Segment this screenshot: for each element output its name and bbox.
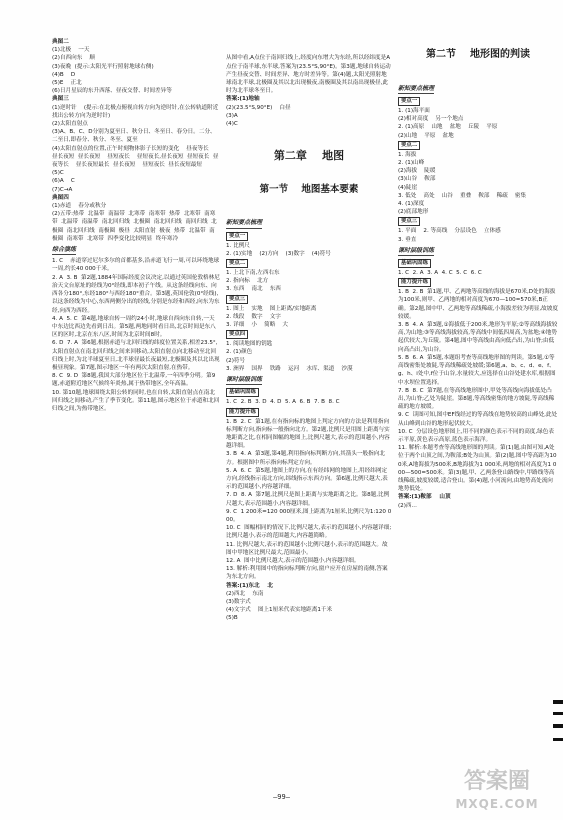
answer-line: 6. D 7. A 第6题,根据赤道与北回归线的纬度位置关系,相差23.5°,太阳直射点在南北回归线之间来回移动,太阳直射点向北移动至北回归线上时,为北半球夏至日,北半球昼最长夜最短,北极圈及其以北出现极昼现象。第7题,图示地区一年有两次太阳直射,在热带。 <box>52 340 220 371</box>
answer-line: (5)C <box>52 170 64 177</box>
point-label: 基础巩固练 <box>398 259 431 268</box>
answer-line: 7. D 8. A 第7题,比例尺是图上距离与实地距离之比。第8题,比例尺越大,表示范围越小,内容越详细。 <box>226 492 390 507</box>
answer-line: 11. 比例尺越大,表示的范围越小;比例尺越小,表示的范围越大。故图中甲地区比例尺最大,范围最小。 <box>226 541 388 556</box>
answer-line: 1. 图上 实地 图上距离/实地距离 <box>226 305 317 312</box>
answer-line: (2)西... <box>398 502 417 509</box>
answer-line: 1. B 2. C 第1题,在有指向标的地图上判定方向的方法是利用指向标判断方向,指向标一般指向北方。第2题,比例尺是用图上距离与实地距离之比,在相同图幅的地图上,比例尺越大,表示的范围越小,内容越详细。 <box>226 418 390 450</box>
answer-line: (3)山谷 鞍部 <box>398 176 436 183</box>
answer-line: (4)文字式 图上1厘米代表实地距离1千米 <box>226 607 333 614</box>
block-heading: 答案:(1)东北 北 <box>226 582 274 589</box>
point-label: 能力提升练 <box>226 408 259 417</box>
answer-line: (3)A、B、C、D分别为夏至日、秋分日、冬至日、春分日。二分、二至日,即春分、秋分、冬至、夏至 <box>52 129 216 144</box>
answer-line: 1. 比例尺 <box>226 242 250 249</box>
answer-line: (1)逆时针 (提示:在北极点俯视自转方向为逆时针,在公转轨道附近找出公转方向为逆时针) <box>52 104 219 119</box>
answer-line: 3. 东西 南北 东西 <box>226 286 281 293</box>
edge-mark <box>553 738 563 741</box>
chapter-title: 第二章 地图 <box>273 148 345 162</box>
answer-line: (2)相对高度 另一个地点 <box>398 116 464 123</box>
answer-line: 10. 第10题,地球围绕太阳公转的同时,也在自转,太阳直射点在南北回归线之间移动,产生了季节变化。第11题,图示地区位于赤道和北回归线之间,为热带地区。 <box>52 389 220 412</box>
answer-line: (7)C→A <box>52 186 73 193</box>
right-column-body <box>398 82 558 510</box>
answer-line: 7. B 8. C 第7题,在等高线地形图中,甲处等高线向海拔低处凸出,为山脊;乙处为陡崖。第8题,等高线密集的地方坡陡,等高线稀疏的地方坡缓。 <box>398 387 555 411</box>
answer-line: 2. 指向标 北方 <box>226 278 269 285</box>
answer-line: (2)底部地形 <box>398 209 429 216</box>
answer-line: 从图中看,A点位于南回归线上,经度向东增大为东经,所以经纬度是A点位于南半球,东半球,答案为(23.5°S,90°E)。第3题,地球自转运动产生昼夜交替、时间差异、地方时差异等。第(4)题,太阳光照射地球南北半球,北极圈及其以北出现极夜,南极圈及其以南出现极昼,此时为北半球冬至日。 <box>226 55 391 95</box>
point-label: 能力提升练 <box>398 278 431 287</box>
edge-mark <box>553 724 563 728</box>
answer-line: 3. 详细 小 简略 大 <box>226 322 289 329</box>
answer-line: (2)西北 东南 <box>226 590 264 597</box>
answer-line: (2)山地 平原 盆地 <box>398 132 454 139</box>
column-right <box>398 30 558 526</box>
watermark-line1: 答案圈 <box>463 769 531 794</box>
answer-line: 9. C 1 200米=120 000厘米,图上距离为1厘米,比例尺为1:120 000。 <box>226 508 392 523</box>
answer-line: (2)(23.5°S,90°E) 白昼 <box>226 104 291 111</box>
answer-line: 2. (1)实地 (2)方向 (3)数字 (4)符号 <box>226 250 331 257</box>
section-tag: 新知要点梳理 <box>226 219 262 228</box>
answer-line: 10. C 分层设色地形图上,用不同的颜色表示不同的高度,绿色表示平原,黄色表示高原,蓝色表示海洋。 <box>398 428 554 443</box>
block-heading: 典图二 <box>52 39 69 45</box>
answer-line: (4)陡崖 <box>398 184 418 191</box>
answer-line: 1. C 赤道穿过尼尔多尔的首都基多,沿赤道飞行一周,可以环绕地球一周,约长40 000千米。 <box>52 258 220 273</box>
point-label: 要点二 <box>398 141 420 150</box>
answer-line: 11. 解析:本题考查等高线地形图的判读。第(1)题,由图可知,A处位于两个山顶之间,为鞍部;B处为山顶。第(2)题,图中等高距为100米,A地海拔为500米,B地海拔为1 000米,两地的相对高度为1 000—500=500米。第(3)题,甲、乙两条登山路线中,甲路线等高线稀疏,坡度较缓,适合登山。第(4)题,小河流向,由地势高处流向地势低处。 <box>398 445 557 493</box>
answer-line: (5)B <box>226 615 238 622</box>
answer-line: 2. (1)高原 山地 盆地 丘陵 平原 <box>398 124 498 131</box>
point-label: 要点四 <box>226 330 248 339</box>
point-label: 基础巩固练 <box>226 388 259 397</box>
answer-line: (4)太阳直射点的位置,正午时刻物体影子长短的变化 昼夜等长 昼长夜短 昼长夜短 昼短夜长 昼短夜长,昼长夜短 昼短夜长 昼夜等长 昼长夜短最长 昼长夜短 昼短夜长 昼长夜短最短 <box>52 145 219 169</box>
block-heading: 典图三 <box>52 96 69 103</box>
answer-line: 2. (1)山峰 <box>398 160 425 167</box>
answer-line: (3)A <box>226 112 238 119</box>
answer-line: 10. C 图幅相同的情况下,比例尺越大,表示的范围越小,内容越详细;比例尺越小,表示的范围越大,内容越简略。 <box>226 525 392 540</box>
column-left <box>52 38 220 413</box>
point-label: 要点二 <box>226 259 248 268</box>
answer-line: (2)太阳直射点 <box>52 121 88 128</box>
section-title-1: 第一节 地图基本要素 <box>259 184 359 196</box>
answer-line: (2)自西向东 顺 <box>52 55 96 62</box>
answer-line: 5. A 6. C 第5题,地图上的方向,在有经纬网的地图上,用经纬网定方向,经线指示南北方向,纬线指示东西方向。第6题,比例尺越大,表示的范围越小,内容越详细。 <box>226 467 388 491</box>
answer-line: (6)日月星辰的东升西落、昼夜交替、时间差异等 <box>52 88 172 95</box>
answer-line: 1. 海拔 <box>398 151 417 158</box>
block-heading: 答案:(1)鞍部 山顶 <box>398 494 451 501</box>
answer-line: (1)赤道 春分或秋分 <box>52 203 107 210</box>
edge-mark <box>553 712 563 715</box>
point-label: 要点三 <box>226 295 248 304</box>
answer-line: 1. 阅读地图的钥匙 <box>226 341 273 348</box>
answer-line: 1. 上北下南,左西右东 <box>226 270 280 277</box>
answer-line: 9. C 读图可知,图中EF线经过的等高线在地势较高的山峰处,此处从山峰到山谷的地形起伏较大。 <box>398 412 558 427</box>
answer-line: (4)B D <box>52 71 76 78</box>
watermark-logo <box>437 758 557 818</box>
point-label: 要点三 <box>398 217 420 226</box>
answer-line: 3. B 4. A 第3题,①海拔低于200米,地形为平原;②等高线海拔较高,为山地;③等高线海拔较高,等高线中间低四周高,为盆地;④地势起伏较大,为丘陵。第4题,图中等高线由高向低凸出,为山脊;由低向高凸出,为山谷。 <box>398 322 558 353</box>
answer-line: (6)A C <box>52 178 75 185</box>
answer-line: (3)数字式 <box>226 598 251 605</box>
middle-column-continuation <box>226 54 392 128</box>
point-label: 要点一 <box>398 97 420 106</box>
answer-line: 5. B 6. A 第5题,本题组考查等高线地形图的判读。第5题,①等高线密集处坡陡,等高线稀疏处坡缓;第6题,a、b、c、d、e、f、g、h、i处中,f位于山谷,水量较大,应选择在山谷处建水库,根据图中水坝位置选择。 <box>398 354 556 386</box>
answer-line: (5)E 正北 <box>52 80 82 87</box>
block-heading: 典图四 <box>52 194 69 201</box>
section-title-2: 第二节 地形图的判读 <box>426 49 530 61</box>
answer-line: (4)C <box>226 121 238 128</box>
answer-line: (3)夜晚 (提示:太阳光平行照射地球右侧) <box>52 63 154 70</box>
watermark-line2: MXQE.COM <box>455 797 539 811</box>
edge-mark <box>553 700 563 704</box>
answer-line: 12. A 图中比例尺越大,表示的范围越小,内容越详细。 <box>226 557 360 564</box>
answer-line: 3. B 4. A 第3题,第4题,利用指向标判断方向,其箭头一般指向北方。根据图中所示指向标判定方向。 <box>226 451 385 466</box>
answer-line: 13. 解析:利用图中的指向标判断方向,窗户应开在房屋的南侧,答案为东北方向。 <box>226 566 388 581</box>
section-tag: 课时层级训练 <box>398 247 434 256</box>
block-heading: 答案:(1)地轴 <box>226 96 260 103</box>
middle-column-body <box>226 216 392 622</box>
page-number: —99— <box>273 793 290 801</box>
point-label: 要点一 <box>226 232 248 241</box>
answer-line: 2. (1)颜色 <box>226 349 253 356</box>
answer-line: 8. C 9. D 第8题,我国大部分地区位于北温带,一年四季分明。第9题,赤道附近地区气候终年炎热,属于热带地区,全年高温。 <box>52 373 216 388</box>
section-tag: 课时层级训练 <box>226 376 262 385</box>
answer-line: (2)五带:热带 北温带 南温带 北寒带 南寒带 热带 北寒带 南寒带 北温带 南温带 南北回归线 北极圈 南北回归线 南回归线 北极圈 南北回归线 南极圈 极昼 太阳直射 极夜 热带 北温带 南极圈 南寒带 北寒带 四季变化比较明显 终年寒冷 <box>52 211 217 242</box>
answer-line: 2. A 3. B 第2题,1884年国际经度会议决定,以通过英国伦敦格林尼治天文台原址的经线为0°经线,即本初子午线。从这条经线向东、向西各分180°,东经180°与西经180°重合。第3题,英国伦敦(0°经线),以这条经线为中心,东西两侧分出的经线,分别是东经和西经,向东为东经,向西为西经。 <box>52 274 220 314</box>
answer-line: 4. (1)深度 <box>398 201 425 208</box>
answer-line: 3. 垂直 <box>398 236 417 243</box>
answer-line: 2. 线段 数字 文字 <box>226 313 281 320</box>
answer-line: 4. A 5. C 第4题,地球自转一周约24小时,地球自西向东自转,一天中东边比西边先看到日出。第5题,两地同时看日出,北京时间是东八区的区时,北京在东八区,时间为北京时间8时。 <box>52 315 216 339</box>
answer-line: 3. 低处 高处 山谷 重叠 鞍部 稀疏 密集 <box>398 192 527 199</box>
section-tag: 综合演练 <box>52 246 76 255</box>
section-tag: 新知要点梳理 <box>398 85 434 94</box>
answer-line: 3. 洲界 国界 铁路 运河 水库、渠道 沙漠 <box>226 365 353 372</box>
answer-line: 1. C 2. A 3. A 4. C 5. C 6. C <box>398 270 482 277</box>
answer-line: 1. (1)海平面 <box>398 108 430 115</box>
answer-line: 1. 平面 2. 等高线 分层设色 立体感 <box>398 228 501 235</box>
answer-line: (2)符号 <box>226 357 246 364</box>
answer-line: (2)海拔 陡缓 <box>398 168 436 175</box>
answer-line: 1. C 2. B 3. D 4. D 5. A 6. B 7. B 8. C <box>226 399 340 406</box>
column-middle <box>226 38 392 639</box>
answer-line: (1)北极 一天 <box>52 47 90 54</box>
answer-line: 1. B 2. B 第1题,甲、乙两地等高线的海拔是670米,D处的海拔为100米,则甲、乙两地的相对高度为670—100=570米,B正确。第2题,图中甲、乙两地等高线稀疏,小海拔差较为明显,故坡度较缓。 <box>398 289 558 320</box>
